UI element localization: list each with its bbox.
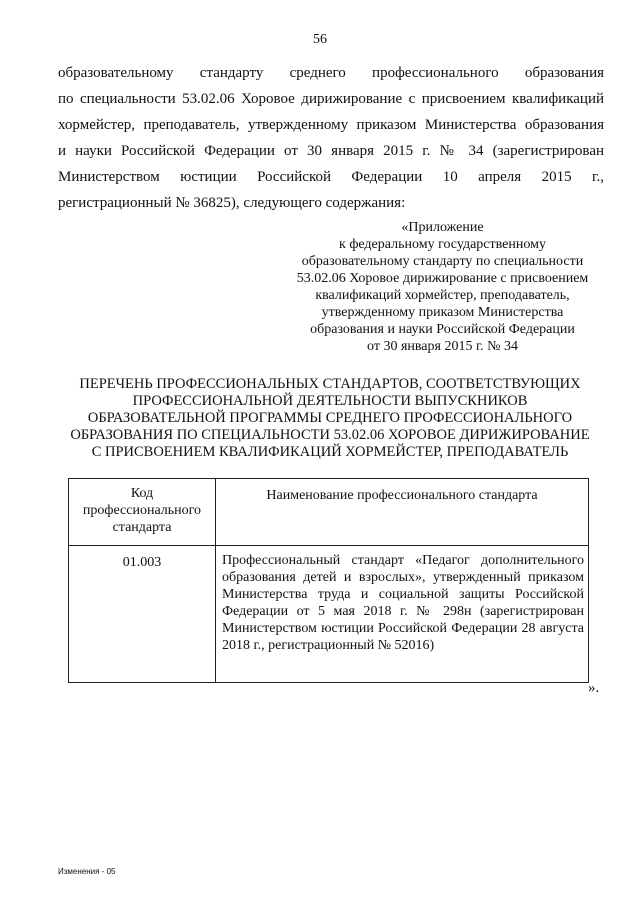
body-paragraph (58, 60, 604, 216)
appendix-line: 53.02.06 Хоровое дирижирование с присвоением (296, 271, 589, 286)
page-number: 56 (313, 32, 327, 47)
body-line: хормейстер, преподаватель, утвержденному приказом Министерства образования (58, 117, 604, 133)
body-line: Министерством юстиции Российской Федерации 10 апреля 2015 г., (58, 169, 604, 185)
appendix-line: утвержденному приказом Министерства (321, 305, 564, 320)
appendix-block (270, 219, 615, 355)
heading-line: ОБРАЗОВАНИЯ ПО СПЕЦИАЛЬНОСТИ 53.02.06 ХОРОВОЕ ДИРИЖИРОВАНИЕ (70, 427, 590, 443)
body-line: образовательному стандарту среднего профессионального образования (58, 65, 604, 81)
appendix-line: «Приложение (401, 220, 484, 235)
header-code: Код профессионального стандарта (69, 479, 216, 546)
appendix-line: образовательному стандарту по специальности (301, 254, 584, 269)
heading-line: ОБРАЗОВАТЕЛЬНОЙ ПРОГРАММЫ СРЕДНЕГО ПРОФЕССИОНАЛЬНОГО (87, 410, 573, 426)
footer-note: Изменения - 05 (58, 867, 116, 876)
appendix-line: квалификаций хормейстер, преподаватель, (315, 288, 570, 303)
heading-line: ПРОФЕССИОНАЛЬНОЙ ДЕЯТЕЛЬНОСТИ ВЫПУСКНИКОВ (132, 393, 528, 409)
appendix-line: образования и науки Российской Федерации (310, 322, 575, 337)
standard-code: 01.003 (69, 546, 216, 683)
appendix-line: к федеральному государственному (339, 237, 546, 252)
standard-name: Профессиональный стандарт «Педагог дополнительного образования детей и взрослых», утвержденный приказом Министерства труда и социальной защиты Российской Федерации от 5 мая 2018 г. № 298н (зарегистрирован Министерством юстиции Российской Федерации 28 августа 2018 г., регистрационный № 52016) (216, 546, 589, 683)
heading-line: С ПРИСВОЕНИЕМ КВАЛИФИКАЦИЙ ХОРМЕЙСТЕР, ПРЕПОДАВАТЕЛЬ (91, 444, 569, 460)
closing-quote: ». (588, 680, 600, 696)
appendix-line: от 30 января 2015 г. № 34 (367, 339, 518, 354)
body-line: и науки Российской Федерации от 30 января 2015 г. № 34 (зарегистрирован (58, 143, 604, 159)
body-line: регистрационный № 36825), следующего содержания: (58, 195, 406, 211)
heading-line: ПЕРЕЧЕНЬ ПРОФЕССИОНАЛЬНЫХ СТАНДАРТОВ, СООТВЕТСТВУЮЩИХ (79, 376, 581, 392)
table-row (69, 546, 589, 683)
table-header-row (69, 479, 589, 546)
standards-table (68, 478, 589, 683)
section-heading (40, 376, 620, 461)
header-name: Наименование профессионального стандарта (216, 479, 589, 546)
body-line: по специальности 53.02.06 Хоровое дирижирование с присвоением квалификаций (58, 91, 604, 107)
